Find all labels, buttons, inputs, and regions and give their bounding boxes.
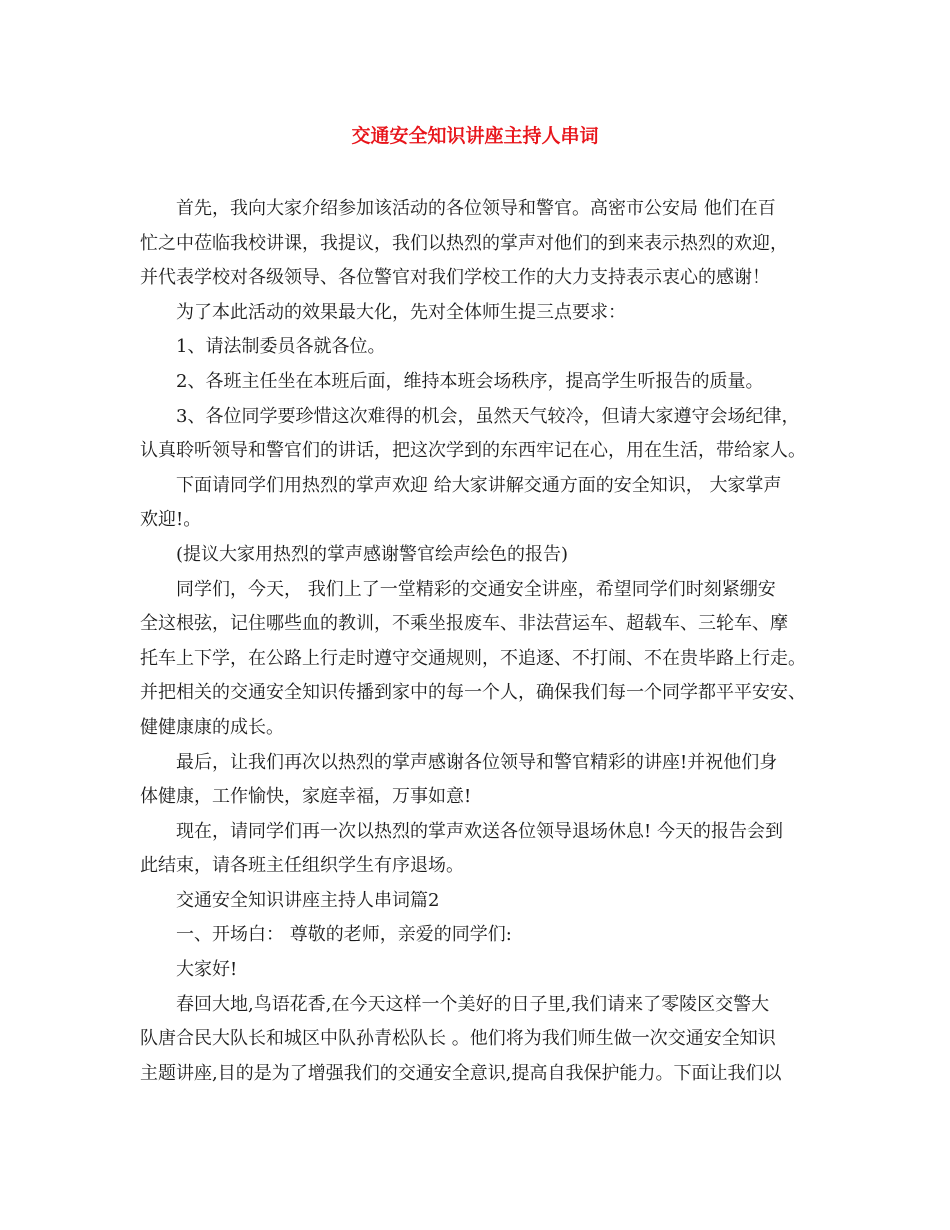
paragraph <box>140 469 818 538</box>
paragraph <box>140 573 818 746</box>
paragraph <box>140 400 818 469</box>
paragraph <box>140 296 818 331</box>
paragraph-line: 此结束，请各班主任组织学生有序退场。 <box>140 855 464 877</box>
paragraph-line: 健健康康的成长。 <box>140 716 284 738</box>
paragraph-line: 2、各班主任坐在本班后面，维持本班会场秩序，提高学生听报告的质量。 <box>176 370 764 392</box>
paragraph <box>140 330 818 365</box>
paragraph-line: 现在，请同学们再一次以热烈的掌声欢送各位领导退场休息! 今天的报告会到 <box>176 820 783 842</box>
paragraph-line: 下面请同学们用热烈的掌声欢迎 给大家讲解交通方面的安全知识， 大家掌声 <box>176 474 782 496</box>
paragraph-line: (提议大家用热烈的掌声感谢警官绘声绘色的报告) <box>176 543 569 565</box>
paragraph-line: 为了本此活动的效果最大化，先对全体师生提三点要求： <box>176 301 626 323</box>
paragraph <box>140 884 818 919</box>
paragraph-line: 认真聆听领导和警官们的讲话，把这次学到的东西牢记在心，用在生活，带给家人。 <box>140 440 806 462</box>
paragraph-line: 交通安全知识讲座主持人串词篇2 <box>176 889 440 911</box>
paragraph-line: 全这根弦，记住哪些血的教训，不乘坐报废车、非法营运车、超载车、三轮车、摩 <box>140 613 788 635</box>
paragraph-line: 托车上下学，在公路上行走时遵守交通规则，不追逐、不打闹、不在贵毕路上行走。 <box>140 647 806 669</box>
paragraph <box>140 365 818 400</box>
paragraph-line: 春回大地,鸟语花香,在今天这样一个美好的日子里,我们请来了零陵区交警大 <box>176 993 770 1015</box>
paragraph-line: 大家好! <box>176 959 238 981</box>
paragraph-line: 欢迎!。 <box>140 509 202 531</box>
paragraph-line: 队唐合民大队长和城区中队孙青松队长 。他们将为我们师生做一次交通安全知识 <box>140 1028 776 1050</box>
paragraph <box>140 918 818 953</box>
paragraph <box>140 953 818 988</box>
paragraph <box>140 988 818 1092</box>
paragraph-line: 1、请法制委员各就各位。 <box>176 336 386 358</box>
document-body <box>140 192 818 1091</box>
document-title: 交通安全知识讲座主持人串词 <box>351 125 599 147</box>
paragraph-line: 首先，我向大家介绍参加该活动的各位领导和警官。高密市公安局 他们在百 <box>176 198 776 219</box>
paragraph <box>140 538 818 573</box>
paragraph-line: 主题讲座,目的是为了增强我们的交通安全意识,提高自我保护能力。下面让我们以 <box>140 1062 782 1084</box>
paragraph-line: 最后，让我们再次以热烈的掌声感谢各位领导和警官精彩的讲座!并祝他们身 <box>176 751 778 773</box>
paragraph <box>140 746 818 815</box>
paragraph-line: 3、各位同学要珍惜这次难得的机会，虽然天气较冷，但请大家遵守会场纪律， <box>176 405 800 427</box>
paragraph-line: 体健康，工作愉快，家庭幸福，万事如意! <box>140 786 472 808</box>
paragraph-line: 一、开场白： 尊敬的老师，亲爱的同学们: <box>176 924 512 946</box>
paragraph-line: 并代表学校对各级领导、各位警官对我们学校工作的大力支持表示衷心的感谢！ <box>140 267 770 289</box>
paragraph-line: 并把相关的交通安全知识传播到家中的每一个人，确保我们每一个同学都平平安安、 <box>140 682 806 704</box>
paragraph-line: 同学们，今天， 我们上了一堂精彩的交通安全讲座，希望同学们时刻紧绷安 <box>176 578 776 600</box>
paragraph-line: 忙之中莅临我校讲课，我提议，我们以热烈的掌声对他们的到来表示热烈的欢迎， <box>140 232 788 254</box>
paragraph <box>140 192 818 296</box>
paragraph <box>140 815 818 884</box>
